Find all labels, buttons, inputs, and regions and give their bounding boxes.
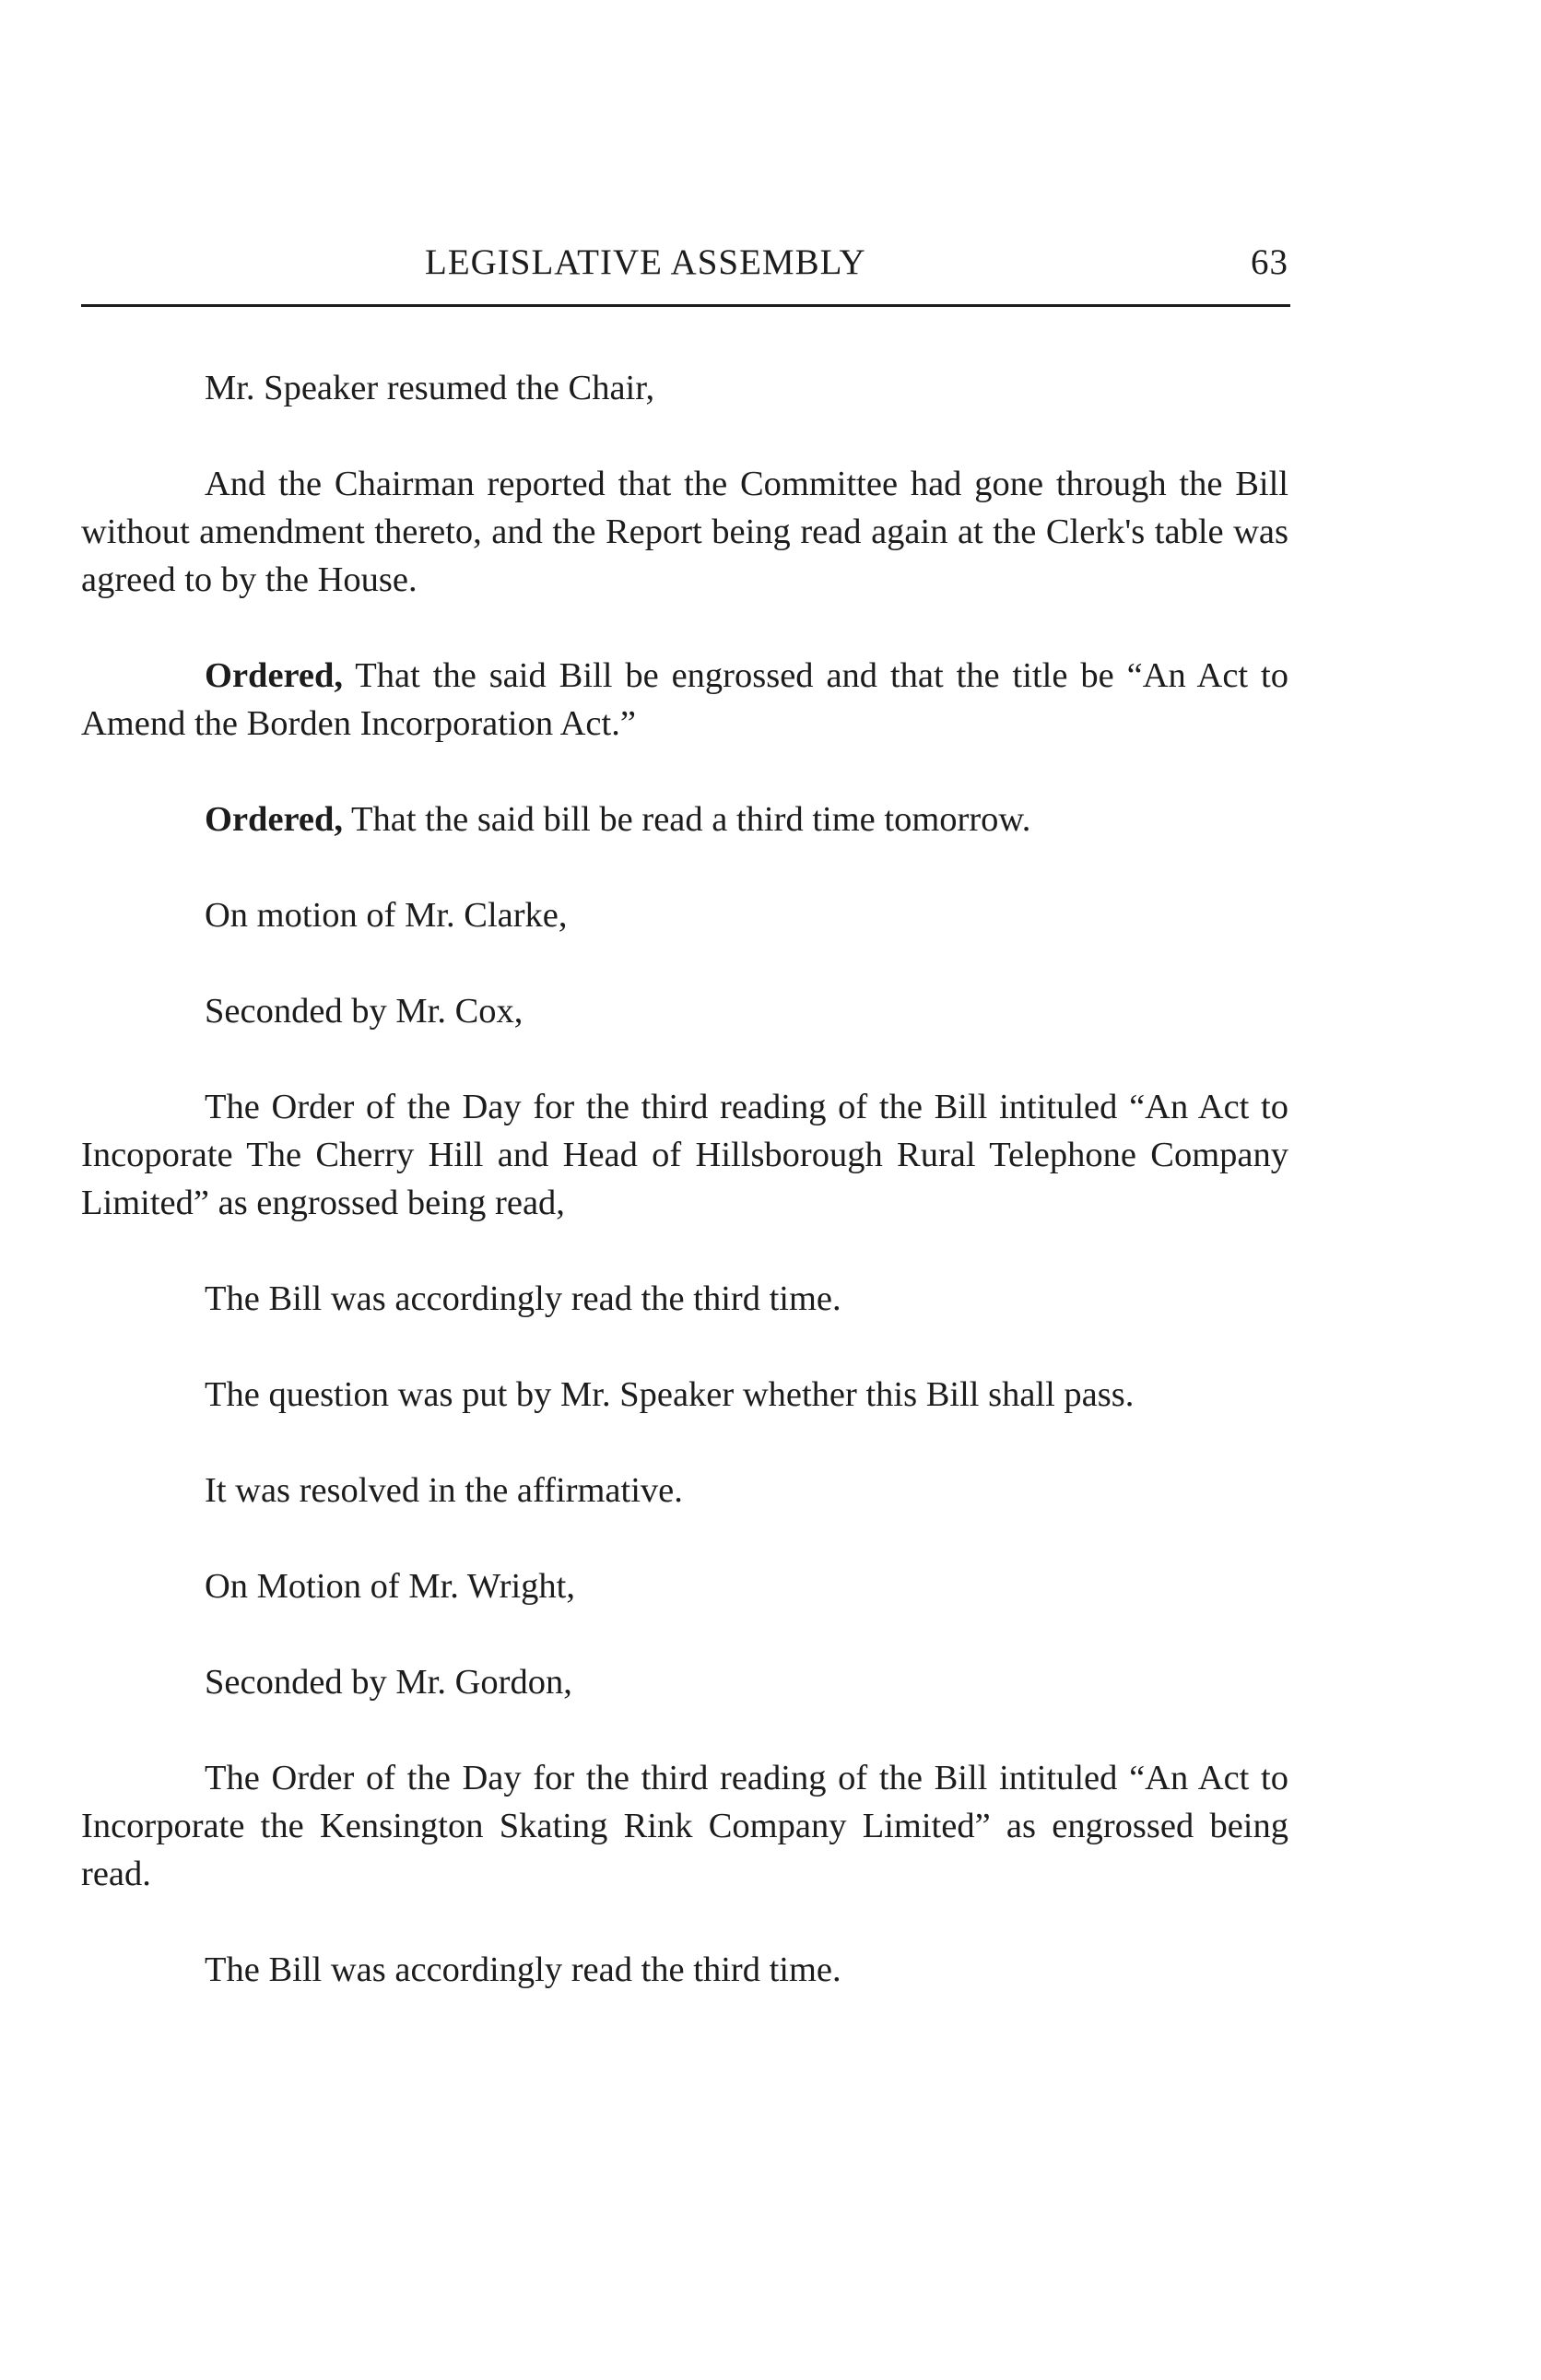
paragraph-ordered-engrossed: Ordered, That the said Bill be engrossed and that the title be “An Act to Amend the Borden Incorporation Act.” [81, 656, 1288, 743]
paragraph-order-skating-rink-bill: The Order of the Day for the third reading of the Bill intituled “An Act to Incorporate the Kensington Skating Rink Company Limited” as engrossed being read. [81, 1759, 1288, 1893]
paragraph-motion-clarke: On motion of Mr. Clarke, [205, 896, 568, 935]
paragraph-read-third-time-2: The Bill was accordingly read the third time. [205, 1950, 841, 1989]
paragraph-read-third-time: The Bill was accordingly read the third time. [205, 1279, 841, 1318]
ordered-lead: Ordered, [205, 800, 344, 839]
paragraph-resolved: It was resolved in the affirmative. [205, 1471, 683, 1510]
body-text [81, 364, 1288, 2042]
paragraph-order-telephone-bill: The Order of the Day for the third reading of the Bill intituled “An Act to Incoporate The Cherry Hill and Head of Hillsborough Rural Telephone Company Limited” as engrossed being read, [81, 1088, 1288, 1222]
header-rule [81, 304, 1290, 307]
paragraph-seconded-gordon: Seconded by Mr. Gordon, [205, 1663, 572, 1702]
paragraph-seconded-cox: Seconded by Mr. Cox, [205, 992, 523, 1031]
paragraph-chairman-report: And the Chairman reported that the Committee had gone through the Bill without amendment thereto, and the Report being read again at the Clerk's table was agreed to by the House. [81, 465, 1288, 599]
paragraph-speaker-resumed: Mr. Speaker resumed the Chair, [205, 369, 655, 407]
paragraph-motion-wright: On Motion of Mr. Wright, [205, 1567, 575, 1606]
running-head-title: LEGISLATIVE ASSEMBLY [425, 242, 866, 282]
paragraph-ordered-third-time: Ordered, That the said bill be read a third time tomorrow. [205, 800, 1031, 839]
running-head [81, 238, 1288, 293]
paragraph-question-put: The question was put by Mr. Speaker whether this Bill shall pass. [205, 1375, 1135, 1414]
ordered-lead: Ordered, [205, 656, 344, 695]
page-number: 63 [1251, 242, 1288, 282]
